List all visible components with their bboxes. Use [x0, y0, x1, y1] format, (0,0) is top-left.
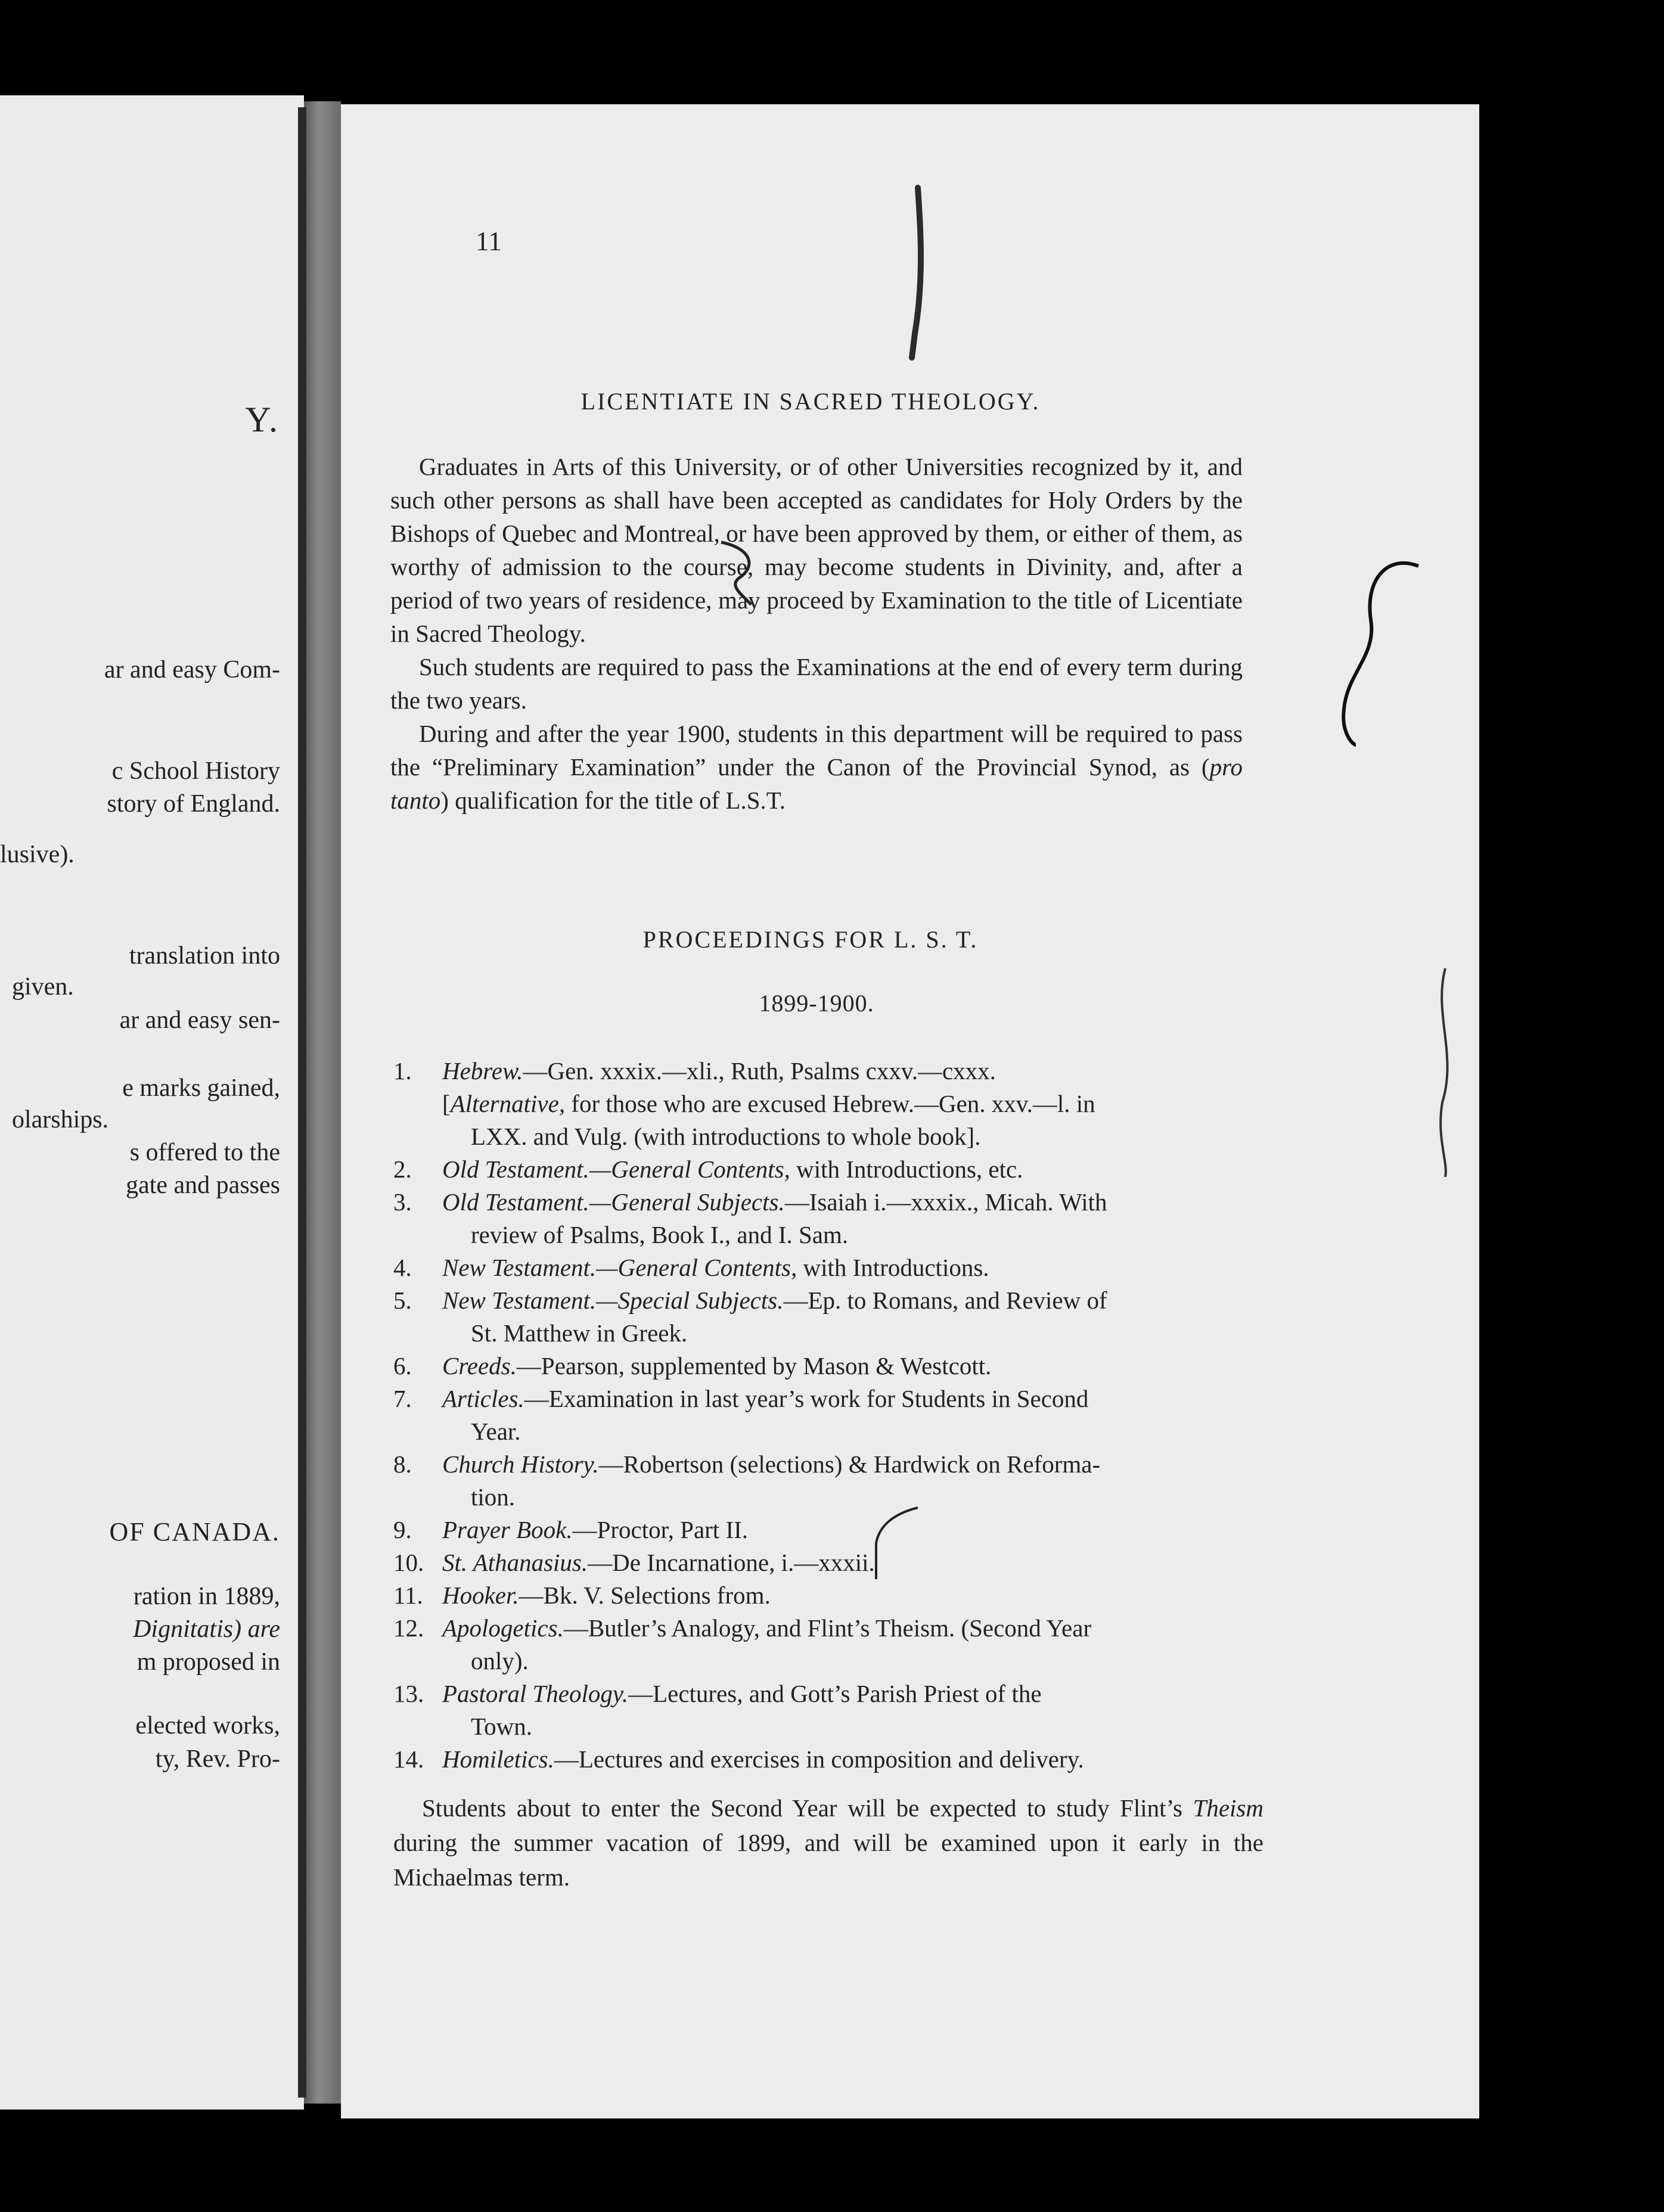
item-number: 8. [393, 1450, 412, 1478]
item-number: 13. [393, 1680, 424, 1707]
item-number: 12. [393, 1614, 424, 1642]
item-subject: Homiletics. [442, 1745, 554, 1773]
item-continuation: review of Psalms, Book I., and I. Sam. [471, 1221, 849, 1248]
left-fragment: ar and easy Com- [104, 656, 280, 684]
left-fragment: story of England. [107, 790, 280, 818]
left-fragment: c School History [111, 757, 280, 785]
intro-paragraph: Graduates in Arts of this University, or of other Universities recognized by it, and such other persons as shall have been accepted as candidates for Holy Orders by the Bishops of Quebec and Montreal, or have been approved by them, or either of them, as worthy of admission to the course, may become students in Divinity, and, after a period of two years of residence, may proceed by Examination to the title of Licentiate in Sacred Theology. [390, 453, 1243, 647]
item-text: —Examination in last year’s work for Students in Second [524, 1385, 1089, 1412]
item-number: 1. [393, 1057, 412, 1085]
item-subject: Old Testament.—General Contents, [442, 1155, 790, 1183]
section-title: PROCEEDINGS FOR L. S. T. [642, 926, 979, 953]
list-item [393, 1251, 1263, 1284]
left-fragment: lusive). [0, 841, 74, 868]
item-number: 10. [393, 1549, 424, 1576]
item-text: —Lectures, and Gott’s Parish Priest of the [628, 1680, 1042, 1707]
item-subject: Old Testament.—General Subjects. [442, 1188, 785, 1216]
left-fragment: ty, Rev. Pro- [155, 1745, 280, 1773]
item-number: 14. [393, 1745, 424, 1773]
left-fragment: olarships. [12, 1106, 109, 1133]
left-fragment: e marks gained, [122, 1074, 280, 1102]
left-page [0, 95, 304, 2110]
item-text: —Robertson (selections) & Hardwick on Reforma- [598, 1450, 1101, 1478]
list-item [393, 1350, 1263, 1382]
left-fragment: ration in 1889, [133, 1583, 280, 1610]
item-number: 5. [393, 1287, 412, 1314]
scratch-mark [894, 185, 942, 364]
item-subject: St. Athanasius. [442, 1549, 588, 1576]
item-subject: Hooker. [442, 1582, 519, 1609]
left-fragment: Dignitatis) are [133, 1615, 280, 1643]
list-item [393, 1448, 1263, 1514]
left-fragment: OF CANADA. [109, 1517, 280, 1546]
item-subject: Hebrew. [442, 1057, 523, 1085]
item-text: with Introductions, etc. [790, 1155, 1023, 1183]
intro-paragraph: Such students are required to pass the Examinations at the end of every term during the two years. [390, 653, 1243, 714]
item-number: 3. [393, 1188, 412, 1216]
item-continuation: Town. [471, 1713, 533, 1740]
item-subject: Articles. [442, 1385, 524, 1412]
item-text: —Lectures and exercises in composition and delivery. [554, 1745, 1084, 1773]
list-item [393, 1153, 1263, 1186]
scratch-mark [870, 1502, 924, 1585]
subject-list [393, 1055, 1263, 1776]
intro-text [390, 450, 1243, 817]
closing-paragraph: Students about to enter the Second Year will be expected to study Flint’s Theism during the summer vacation of 1899, and will be examined upon it early in the Michaelmas term. [393, 1794, 1263, 1891]
list-item [393, 1514, 1263, 1546]
list-item [393, 1743, 1263, 1776]
item-continuation: tion. [471, 1483, 516, 1511]
list-item [393, 1186, 1263, 1251]
left-fragment: elected works, [135, 1712, 280, 1739]
item-subject: New Testament.—Special Subjects. [442, 1287, 784, 1314]
item-subject: Apologetics. [442, 1614, 564, 1642]
item-text: with Introductions. [797, 1254, 989, 1281]
page-number: 11 [475, 226, 502, 256]
left-fragment: given. [12, 973, 74, 1001]
list-item [393, 1284, 1263, 1350]
scratch-mark [715, 536, 769, 608]
item-number: 4. [393, 1254, 412, 1281]
item-subject: Prayer Book. [442, 1516, 573, 1543]
item-number: 11. [393, 1582, 423, 1609]
item-number: 7. [393, 1385, 412, 1412]
left-fragment: ar and easy sen- [119, 1006, 280, 1034]
item-text: —Gen. xxxix.—xli., Ruth, Psalms cxxv.—cxxx. [523, 1057, 996, 1085]
left-fragment: m proposed in [136, 1648, 280, 1676]
left-fragment: gate and passes [126, 1172, 280, 1199]
hair-mark [1427, 965, 1463, 1180]
item-subject: Church History. [442, 1450, 599, 1478]
page-title: LICENTIATE IN SACRED THEOLOGY. [580, 388, 1041, 415]
alternative-note: [Alternative, for those who are excused Hebrew.—Gen. xxv.—l. in LXX. and Vulg. (with introductions to whole book]. [442, 1090, 1095, 1150]
item-subject: Pastoral Theology. [442, 1680, 629, 1707]
item-text: —Bk. V. Selections from. [519, 1582, 771, 1609]
left-fragment: Y. [245, 400, 280, 439]
item-text: —Butler’s Analogy, and Flint’s Theism. (Second Year [563, 1614, 1092, 1642]
item-text: —Isaiah i.—xxxix., Micah. With [784, 1188, 1107, 1216]
item-subject: Creeds. [442, 1352, 517, 1380]
page-edge [298, 107, 306, 2098]
item-continuation: only). [471, 1647, 529, 1674]
item-subject: New Testament.—General Contents, [442, 1254, 797, 1281]
list-item [393, 1677, 1263, 1743]
book-gutter [304, 101, 341, 2104]
item-text: —Proctor, Part II. [572, 1516, 749, 1543]
item-text: —De Incarnatione, i.—xxxii. [588, 1549, 875, 1576]
item-text: —Pearson, supplemented by Mason & Westcott. [516, 1352, 992, 1380]
item-continuation: Year. [471, 1418, 521, 1445]
list-item [393, 1055, 1263, 1088]
item-number: 2. [393, 1155, 412, 1183]
list-item [393, 1579, 1263, 1612]
list-item [393, 1546, 1263, 1579]
year-range: 1899-1900. [759, 990, 874, 1017]
hair-mark [1299, 554, 1442, 751]
left-fragment: translation into [129, 942, 280, 970]
item-continuation: St. Matthew in Greek. [471, 1319, 688, 1347]
item-number: 9. [393, 1516, 412, 1543]
list-item [393, 1612, 1263, 1677]
intro-paragraph: During and after the year 1900, students in this department will be required to pass the “Preliminary Examination” under the Canon of the Provincial Synod, as (pro tanto) qualification for the title of L.S.T. [390, 720, 1243, 814]
item-text: —Ep. to Romans, and Review of [783, 1287, 1107, 1314]
item-number: 6. [393, 1352, 412, 1380]
left-fragment: s offered to the [129, 1139, 280, 1166]
list-item [393, 1382, 1263, 1448]
closing-note [393, 1791, 1263, 1894]
